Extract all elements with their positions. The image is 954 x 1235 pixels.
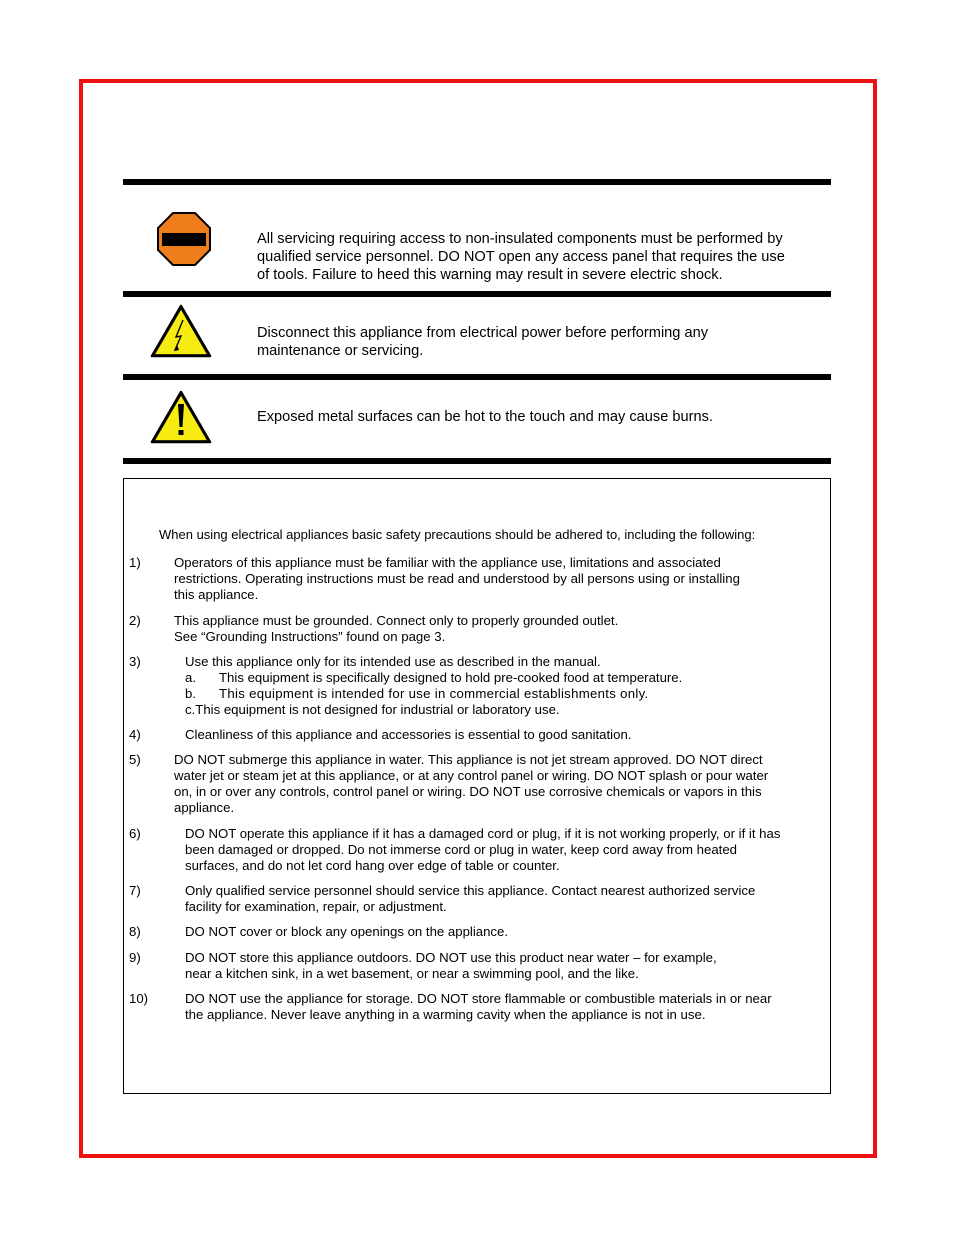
item-line: DO NOT store this appliance outdoors. DO NOT use this product near water – for example, — [185, 950, 717, 965]
warning-text-hot-surfaces — [257, 408, 832, 426]
item-line: this appliance. — [174, 587, 259, 602]
item-line: been damaged or dropped. Do not immerse cord or plug in water, keep cord away from heated — [185, 842, 737, 857]
item-line: DO NOT operate this appliance if it has a damaged cord or plug, if it is not working properly, or if it has — [185, 826, 781, 841]
item-line: facility for examination, repair, or adjustment. — [185, 899, 447, 914]
item-number: 9) — [129, 950, 141, 965]
item-line: Operators of this appliance must be familiar with the appliance use, limitations and associated — [174, 555, 721, 570]
item-number: 3) — [129, 654, 141, 669]
sub-item — [185, 686, 682, 702]
item-line: DO NOT cover or block any openings on the appliance. — [185, 924, 509, 939]
warning-line: qualified service personnel. DO NOT open any access panel that requires the use — [257, 249, 785, 265]
item-number: 6) — [129, 826, 141, 841]
sub-item-text: This equipment is intended for use in commercial establishments only. — [219, 686, 649, 701]
item-line: DO NOT use the appliance for storage. DO NOT store flammable or combustible materials in or near — [185, 991, 772, 1006]
warning-line: All servicing requiring access to non-insulated components must be performed by — [257, 231, 783, 247]
item-line: See “Grounding Instructions” found on page 3. — [174, 629, 446, 644]
item-line: Use this appliance only for its intended use as described in the manual. — [185, 654, 601, 669]
item-line: on, in or over any controls, control panel or wiring. DO NOT use corrosive chemicals or vapors in this — [174, 784, 762, 799]
item-number: 8) — [129, 924, 141, 939]
divider — [123, 458, 831, 464]
sub-item — [185, 702, 682, 718]
item-line: the appliance. Never leave anything in a warming cavity when the appliance is not in use. — [185, 1007, 706, 1022]
item-line: near a kitchen sink, in a wet basement, or near a swimming pool, and the like. — [185, 966, 639, 981]
sub-item-text: This equipment is specifically designed to hold pre-cooked food at temperature. — [219, 670, 683, 685]
sub-item — [185, 670, 682, 686]
warning-line: of tools. Failure to heed this warning may result in severe electric shock. — [257, 267, 723, 283]
safety-intro: When using electrical appliances basic safety precautions should be adhered to, including the following: — [159, 527, 756, 542]
item-line: water jet or steam jet at this appliance, or at any control panel or wiring. DO NOT splash or pour water — [174, 768, 769, 783]
item-number: 1) — [129, 555, 141, 570]
item-number: 5) — [129, 752, 141, 767]
item-line: appliance. — [174, 800, 235, 815]
item-number: 7) — [129, 883, 141, 898]
electric-hazard-icon — [150, 304, 212, 358]
item-line: restrictions. Operating instructions must be read and understood by all persons using or installing — [174, 571, 740, 586]
item-number: 2) — [129, 613, 141, 628]
item-line: Only qualified service personnel should service this appliance. Contact nearest authorized service — [185, 883, 756, 898]
item-line: DO NOT submerge this appliance in water. This appliance is not jet stream approved. DO NOT direct — [174, 752, 763, 767]
warning-text-disconnect — [257, 324, 832, 360]
divider — [123, 179, 831, 185]
warning-line: maintenance or servicing. — [257, 343, 424, 359]
item-number: 4) — [129, 727, 141, 742]
sub-item-text: c.This equipment is not designed for industrial or laboratory use. — [185, 702, 560, 717]
stop-sign-icon — [157, 212, 211, 266]
item-line: Cleanliness of this appliance and accessories is essential to good sanitation. — [185, 727, 632, 742]
warning-line: Disconnect this appliance from electrical power before performing any — [257, 325, 709, 341]
item-number: 10) — [129, 991, 149, 1006]
warning-line: Exposed metal surfaces can be hot to the touch and may cause burns. — [257, 409, 713, 425]
item-line: This appliance must be grounded. Connect only to properly grounded outlet. — [174, 613, 619, 628]
divider — [123, 374, 831, 380]
caution-exclamation-icon — [150, 390, 212, 444]
sub-item-label: b. — [185, 686, 196, 701]
sub-item-label: a. — [185, 670, 196, 685]
divider — [123, 291, 831, 297]
warning-text-service — [257, 230, 832, 284]
item-line: surfaces, and do not let cord hang over edge of table or counter. — [185, 858, 560, 873]
